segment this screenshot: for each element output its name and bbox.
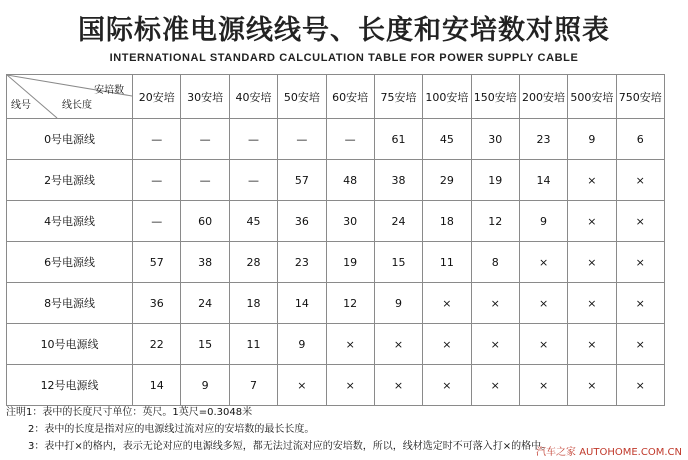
table-row: [7, 119, 665, 160]
table-cell: ×: [568, 365, 616, 406]
note-2: 2：表中的长度是指对应的电源线过流对应的安培数的最长长度。: [28, 424, 315, 435]
table-cell: 12: [471, 201, 519, 242]
table-cell: —: [278, 119, 326, 160]
table-cell: ×: [423, 283, 471, 324]
table-cell: ×: [423, 365, 471, 406]
table-cell: 7: [229, 365, 277, 406]
column-header: 150安培: [471, 75, 519, 119]
table-cell: —: [326, 119, 374, 160]
table-row: [7, 324, 665, 365]
table-cell: ×: [326, 324, 374, 365]
row-label: 6号电源线: [7, 242, 133, 283]
corner-label-amperage: 安培数: [94, 85, 125, 96]
table-cell: ×: [616, 201, 664, 242]
table-row: [7, 242, 665, 283]
table-cell: 11: [423, 242, 471, 283]
table-cell: 45: [229, 201, 277, 242]
table-cell: ×: [519, 242, 567, 283]
table-cell: 57: [278, 160, 326, 201]
column-header: 20安培: [133, 75, 181, 119]
table-cell: 36: [133, 283, 181, 324]
column-header: 100安培: [423, 75, 471, 119]
table-cell: ×: [519, 324, 567, 365]
header-row: [7, 75, 665, 119]
table-cell: 28: [229, 242, 277, 283]
table-row: [7, 201, 665, 242]
column-header: 75安培: [374, 75, 422, 119]
table-cell: 30: [471, 119, 519, 160]
table-cell: —: [181, 160, 229, 201]
table-cell: ×: [568, 160, 616, 201]
table-cell: ×: [568, 283, 616, 324]
table-cell: 45: [423, 119, 471, 160]
table-cell: 29: [423, 160, 471, 201]
table-cell: —: [133, 201, 181, 242]
table-cell: —: [229, 119, 277, 160]
table-cell: 22: [133, 324, 181, 365]
page-title: 国际标准电源线线号、长度和安培数对照表: [78, 15, 610, 46]
table-cell: 23: [519, 119, 567, 160]
table-cell: 11: [229, 324, 277, 365]
table-cell: ×: [616, 324, 664, 365]
table-cell: ×: [519, 365, 567, 406]
table-cell: 14: [278, 283, 326, 324]
table-cell: ×: [616, 160, 664, 201]
table-cell: 30: [326, 201, 374, 242]
column-header: 40安培: [229, 75, 277, 119]
table-cell: 38: [181, 242, 229, 283]
column-header: 750安培: [616, 75, 664, 119]
table-cell: —: [133, 119, 181, 160]
table-cell: 15: [181, 324, 229, 365]
table-row: [7, 160, 665, 201]
table-cell: 19: [471, 160, 519, 201]
table-cell: ×: [519, 283, 567, 324]
table-cell: —: [229, 160, 277, 201]
table-cell: 38: [374, 160, 422, 201]
table-cell: ×: [326, 365, 374, 406]
table-cell: 12: [326, 283, 374, 324]
table-cell: ×: [471, 365, 519, 406]
corner-cell: [7, 75, 133, 119]
table-cell: 48: [326, 160, 374, 201]
table-cell: 9: [568, 119, 616, 160]
row-label: 8号电源线: [7, 283, 133, 324]
table-cell: 24: [374, 201, 422, 242]
table-cell: ×: [423, 324, 471, 365]
note-3: 3：表中打×的格内，表示无论对应的电源线多短，都无法过流对应的安培数，所以，线材选定时不可落入打×的格中。: [28, 441, 552, 452]
table-cell: —: [133, 160, 181, 201]
table-cell: 9: [519, 201, 567, 242]
table-cell: 24: [181, 283, 229, 324]
notes: [6, 404, 551, 455]
table-cell: ×: [616, 242, 664, 283]
table-cell: ×: [568, 201, 616, 242]
table-cell: ×: [374, 365, 422, 406]
table-cell: ×: [471, 324, 519, 365]
column-header: 500安培: [568, 75, 616, 119]
table-cell: 61: [374, 119, 422, 160]
table-cell: 9: [181, 365, 229, 406]
corner-label-gauge: 线号: [11, 100, 31, 111]
table-cell: 18: [423, 201, 471, 242]
table-cell: 9: [374, 283, 422, 324]
table-row: [7, 365, 665, 406]
corner-label-length: 线长度: [62, 100, 92, 111]
table-cell: 15: [374, 242, 422, 283]
table-cell: ×: [616, 283, 664, 324]
row-label: 12号电源线: [7, 365, 133, 406]
table-cell: ×: [616, 365, 664, 406]
table-cell: 8: [471, 242, 519, 283]
table-cell: 23: [278, 242, 326, 283]
column-header: 50安培: [278, 75, 326, 119]
power-cable-table: [6, 74, 665, 406]
table-cell: ×: [568, 242, 616, 283]
table-cell: ×: [374, 324, 422, 365]
table-cell: 18: [229, 283, 277, 324]
column-header: 60安培: [326, 75, 374, 119]
table-cell: 14: [519, 160, 567, 201]
column-header: 200安培: [519, 75, 567, 119]
table-cell: 9: [278, 324, 326, 365]
column-header: 30安培: [181, 75, 229, 119]
table-cell: 36: [278, 201, 326, 242]
table-cell: 57: [133, 242, 181, 283]
table-cell: ×: [278, 365, 326, 406]
table-cell: ×: [568, 324, 616, 365]
page-subtitle: INTERNATIONAL STANDARD CALCULATION TABLE FOR POWER SUPPLY CABLE: [109, 52, 579, 64]
watermark: 汽车之家 AUTOHOME.COM.CN: [536, 447, 682, 458]
table-cell: 19: [326, 242, 374, 283]
table-cell: 14: [133, 365, 181, 406]
table-cell: 60: [181, 201, 229, 242]
table-cell: ×: [471, 283, 519, 324]
row-label: 4号电源线: [7, 201, 133, 242]
row-label: 0号电源线: [7, 119, 133, 160]
note-1: 注明1：表中的长度尺寸单位：英尺。1英尺=0.3048米: [6, 407, 253, 418]
table-row: [7, 283, 665, 324]
table-cell: —: [181, 119, 229, 160]
row-label: 2号电源线: [7, 160, 133, 201]
table-cell: 6: [616, 119, 664, 160]
row-label: 10号电源线: [7, 324, 133, 365]
table-body: [7, 119, 665, 406]
